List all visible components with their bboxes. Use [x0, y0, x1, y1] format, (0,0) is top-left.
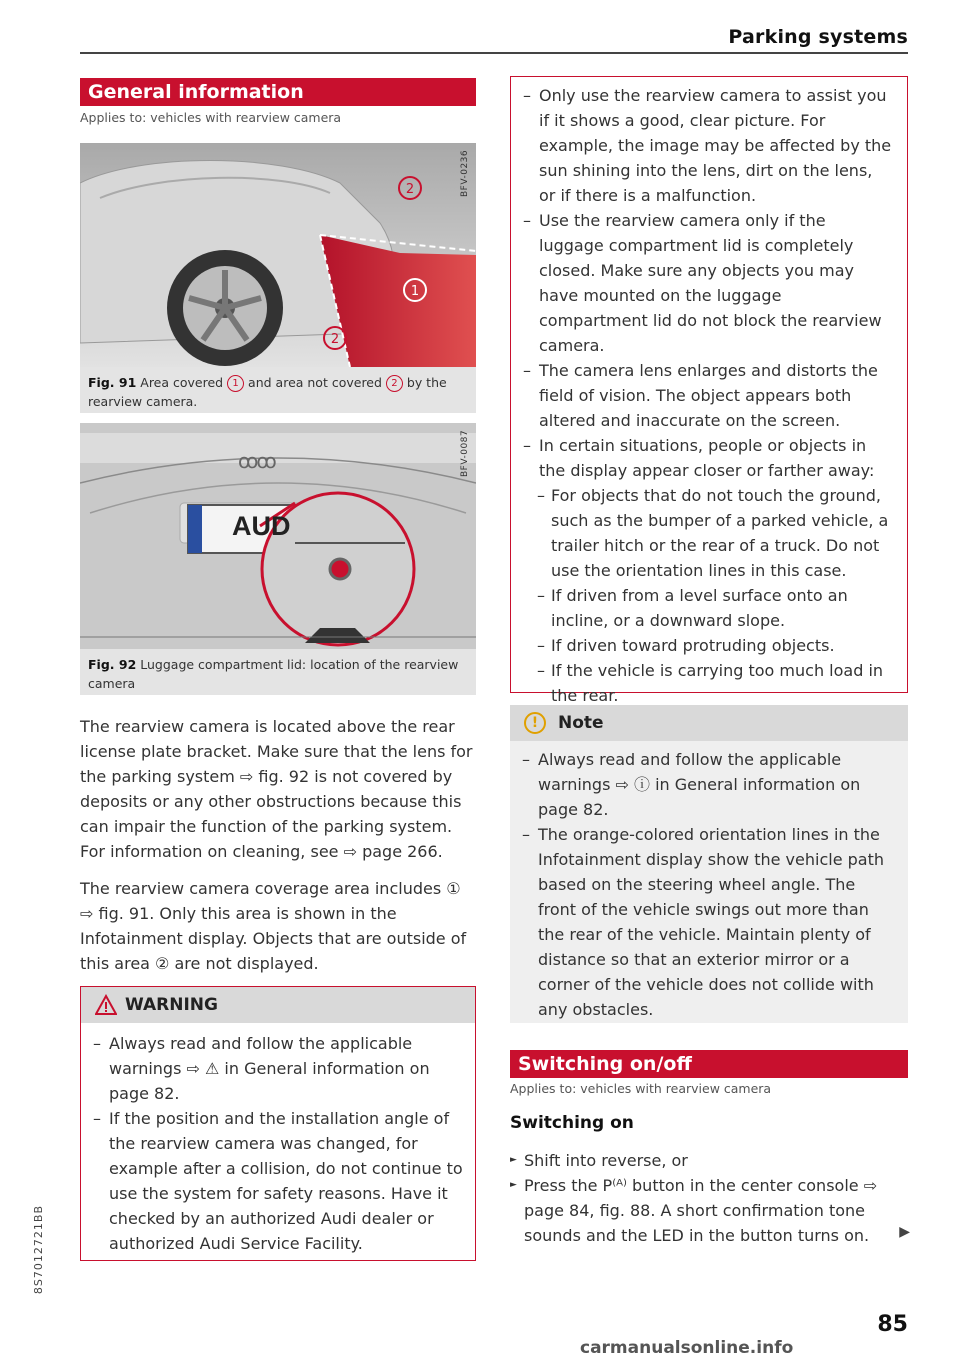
- paragraph-camera-location: The rearview camera is located above the rear license plate bracket. Make sure that the lens for the parking system ⇨ fig. 92 is not covered by deposits or any other obstructions because this can impair the function of the parking system. For information on cleaning, see ⇨ page 266.: [80, 717, 473, 861]
- figure-92-code: BFV-0087: [460, 429, 470, 477]
- svg-text:2: 2: [330, 332, 340, 347]
- sub-list-item: – If driven from a level surface onto an incline, or a downward slope.: [511, 583, 893, 633]
- watermark: carmanualsonline.info: [580, 1338, 794, 1358]
- figure-92-image: [80, 423, 476, 649]
- list-item: – The camera lens enlarges and distorts the field of vision. The object appears both altered and inaccurate on the screen.: [511, 358, 893, 433]
- audi-rings-logo: ꝏꝏ: [238, 449, 275, 473]
- list-item: – Always read and follow the applicable warnings ⇨ ⚠ in General information on page 82.: [81, 1031, 463, 1106]
- list-item: – If the position and the installation angle of the rearview camera was changed, for example after a collision, do not continue to use the system for safety reasons. Have it checked by an authorized Audi dealer or authorized Audi Service Facility.: [81, 1106, 463, 1256]
- svg-text:1: 1: [410, 284, 420, 299]
- sub-list-item: – If driven toward protruding objects.: [511, 633, 893, 658]
- figure-92: [80, 423, 476, 695]
- warning-box: [80, 986, 476, 1261]
- figure-91-image: [80, 143, 476, 367]
- figure-91: [80, 143, 476, 413]
- steps-list: [510, 1148, 880, 1248]
- warning-sub-list: [511, 483, 907, 708]
- license-plate-text: AUD: [232, 511, 291, 541]
- figure-91-label: Fig. 91: [88, 375, 137, 390]
- applies-to-text-2: Applies to: vehicles with rearview camera: [510, 1081, 772, 1096]
- subheading-switching-on: Switching on: [510, 1113, 634, 1133]
- paragraph-coverage-area: The rearview camera coverage area includes ① ⇨ fig. 91. Only this area is shown in the Infotainment display. Objects that are outside of this area ② are not displayed.: [80, 879, 467, 973]
- note-title: Note: [558, 713, 604, 733]
- note-header: [510, 705, 908, 741]
- page-number: 85: [877, 1312, 908, 1337]
- continue-arrow-icon: ▶: [899, 1224, 910, 1240]
- note-list: [510, 747, 908, 1022]
- step-item: ► Shift into reverse, or: [510, 1148, 880, 1173]
- running-header: Parking systems: [728, 26, 908, 48]
- svg-text:2: 2: [405, 182, 415, 197]
- marker-2: 2: [386, 375, 403, 392]
- caption-part-mid: and area not covered: [244, 375, 386, 390]
- car-rear-illustration: [80, 143, 476, 367]
- header-rule: [80, 52, 908, 54]
- warning-continued-list: [511, 83, 907, 483]
- warning-list: [81, 1031, 475, 1256]
- list-item: – Only use the rearview camera to assist you if it shows a good, clear picture. For example, the image may be affected by the sun shining into the lens, dirt on the lens, or if there is a malfunction.: [511, 83, 893, 208]
- applies-to-text: Applies to: vehicles with rearview camera: [80, 110, 342, 125]
- warning-header: [81, 987, 475, 1023]
- section-banner-switching: Switching on/off: [510, 1050, 908, 1078]
- warning-triangle-icon: [95, 994, 117, 1016]
- sub-list-item: – If the vehicle is carrying too much load in the rear.: [511, 658, 893, 708]
- figure-91-caption: [88, 373, 468, 411]
- list-item: – The orange-colored orientation lines in the Infotainment display show the vehicle path based on the steering wheel angle. The front of the vehicle swings out more than the rear of the vehicle. Maintain plenty of distance so that an exterior mirror or a corner of the vehicle does not collide with any obstacles.: [510, 822, 894, 1022]
- document-code: 8S7012721BB: [32, 1205, 45, 1295]
- figure-92-caption: [88, 655, 468, 693]
- list-item: – Use the rearview camera only if the luggage compartment lid is completely closed. Make sure any objects you may have mounted on the luggage compartment lid do not block the rearview camera.: [511, 208, 893, 358]
- caption-part-pre: Area covered: [140, 375, 228, 390]
- list-item: – Always read and follow the applicable warnings ⇨ ⓘ in General information on page 82.: [510, 747, 894, 822]
- sub-list-item: – For objects that do not touch the ground, such as the bumper of a parked vehicle, a trailer hitch or the rear of a truck. Do not use the orientation lines in this case.: [511, 483, 893, 583]
- caption-part-post: by the rearview camera.: [88, 375, 447, 409]
- figure-92-label: Fig. 92: [88, 657, 137, 672]
- marker-1: 1: [227, 375, 244, 392]
- step-item: ► Press the P⁽ᴬ⁾ button in the center console ⇨ page 84, fig. 88. A short confirmation tone sounds and the LED in the button turns on.: [510, 1173, 880, 1248]
- list-item: – In certain situations, people or objects in the display appear closer or farther away:: [511, 433, 893, 483]
- figure-92-caption-text: Luggage compartment lid: location of the rearview camera: [88, 657, 459, 691]
- figure-91-code: BFV-0236: [460, 149, 470, 197]
- section-banner-general-information: General information: [80, 78, 476, 106]
- info-circle-icon: !: [524, 712, 546, 734]
- note-box: [510, 705, 908, 1023]
- warning-title: WARNING: [125, 995, 218, 1015]
- warning-box-continued: [510, 76, 908, 705]
